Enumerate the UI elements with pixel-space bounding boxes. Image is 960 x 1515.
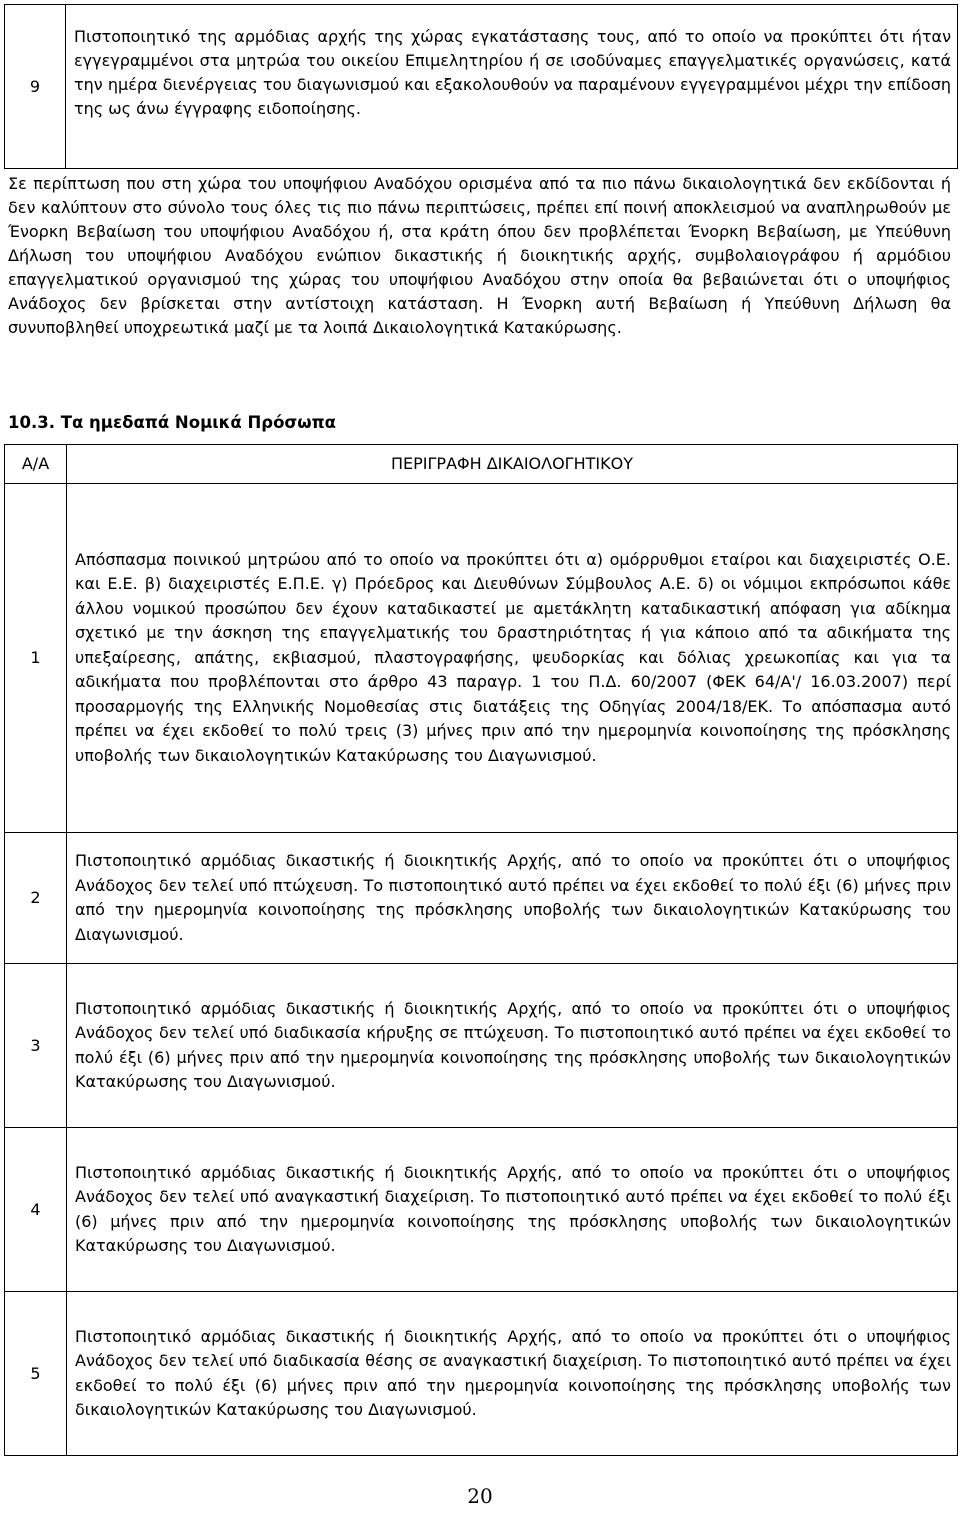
row-number: 3 [5,964,67,1128]
table-row [5,484,958,833]
table-row [5,1128,958,1292]
row-description: Πιστοποιητικό της αρμόδιας αρχής της χώρας εγκατάστασης τους, από το οποίο να προκύπτει ότι ήταν εγγεγραμμένοι στα μητρώα του οικείου Επιμελητηρίου ή σε ισοδύναμες επαγγελματικές οργανώσεις, κατά την ημέρα διενέργειας του διαγωνισμού και εξακολουθούν να παραμένουν εγγεγραμμένοι μέχρι την επίδοση της ως άνω έγγραφης ειδοποίησης. [66,5,958,169]
table-row [5,5,958,169]
column-header-number: Α/Α [5,445,67,484]
body-paragraph: Σε περίπτωση που στη χώρα του υποψήφιου Αναδόχου ορισμένα από τα πιο πάνω δικαιολογητικά δεν εκδίδονται ή δεν καλύπτουν στο σύνολο τους όλες τις πιο πάνω περιπτώσεις, πρέπει επί ποινή αποκλεισμού να αναπληρωθούν με Ένορκη Βεβαίωση του υποψήφιου Αναδόχου ή, στα κράτη όπου δεν προβλέπεται Ένορκη Βεβαίωση, με Υπεύθυνη Δήλωση του υποψήφιου Αναδόχου ενώπιον δικαστικής ή διοικητικής αρχής, συμβολαιογράφου ή αρμόδιου επαγγελματικού οργανισμού της χώρας του υποψήφιου Αναδόχου στην οποία θα βεβαιώνεται ότι ο υποψήφιος Ανάδοχος δεν βρίσκεται στην αντίστοιχη κατάσταση. Η Ένορκη αυτή Βεβαίωση ή Υπεύθυνη Δήλωση θα συνυποβληθεί υποχρεωτικά μαζί με τα λοιπά Δικαιολογητικά Κατακύρωσης. [8,174,951,337]
row-number: 5 [5,1292,67,1456]
row-description: Απόσπασμα ποινικού μητρώου από το οποίο να προκύπτει ότι α) ομόρρυθμοι εταίροι και διαχειριστές Ο.Ε. και Ε.Ε. β) διαχειριστές Ε.Π.Ε. γ) Πρόεδρος και Διευθύνων Σύμβουλος Α.Ε. δ) οι νόμιμοι εκπρόσωποι κάθε άλλου νομικού προσώπου δεν έχουν καταδικαστεί με αμετάκλητη καταδικαστική απόφαση για αδίκημα σχετικό με την άσκηση της επαγγελματικής του δραστηριότητας ή για κάποιο από τα αδικήματα της υπεξαίρεσης, απάτης, εκβιασμού, πλαστογραφήσης, ψευδορκίας και δόλιας χρεωκοπίας και για τα αδικήματα που προβλέπονται στο άρθρο 43 παραγρ. 1 του Π.Δ. 60/2007 (ΦΕΚ 64/Α'/ 16.03.2007) περί προσαρμογής της Ελληνικής Νομοθεσίας στις διατάξεις της Οδηγίας 2004/18/ΕΚ. Το απόσπασμα αυτό πρέπει να έχει εκδοθεί το πολύ τρεις (3) μήνες πριν από την ημερομηνία κοινοποίησης της πρόσκλησης υποβολής των δικαιολογητικών Κατακύρωσης του Διαγωνισμού. [67,484,958,833]
column-header-description: ΠΕΡΙΓΡΑΦΗ ΔΙΚΑΙΟΛΟΓΗΤΙΚΟΥ [67,445,958,484]
table-row [5,1292,958,1456]
row-number: 4 [5,1128,67,1292]
table-row [5,833,958,964]
row-number: 9 [5,5,66,169]
page-number: 20 [467,1484,493,1508]
row-description: Πιστοποιητικό αρμόδιας δικαστικής ή διοικητικής Αρχής, από το οποίο να προκύπτει ότι ο υποψήφιος Ανάδοχος δεν τελεί υπό διαδικασία θέσης σε αναγκαστική διαχείριση. Το πιστοποιητικό αυτό πρέπει να έχει εκδοθεί το πολύ έξι (6) μήνες πριν από την ημερομηνία κοινοποίησης της πρόσκλησης υποβολής των δικαιολογητικών Κατακύρωσης του Διαγωνισμού. [67,1292,958,1456]
required-documents-table [4,444,958,1456]
section-heading: 10.3. Τα ημεδαπά Νομικά Πρόσωπα [8,413,336,432]
table-row [5,964,958,1128]
continued-requirements-table [4,4,958,169]
table-header-row [5,445,958,484]
row-description: Πιστοποιητικό αρμόδιας δικαστικής ή διοικητικής Αρχής, από το οποίο να προκύπτει ότι ο υποψήφιος Ανάδοχος δεν τελεί υπό διαδικασία κήρυξης σε πτώχευση. Το πιστοποιητικό αυτό πρέπει να έχει εκδοθεί το πολύ έξι (6) μήνες πριν από την ημερομηνία κοινοποίησης της πρόσκλησης υποβολής των δικαιολογητικών Κατακύρωσης του Διαγωνισμού. [67,964,958,1128]
row-number: 2 [5,833,67,964]
row-description: Πιστοποιητικό αρμόδιας δικαστικής ή διοικητικής Αρχής, από το οποίο να προκύπτει ότι ο υποψήφιος Ανάδοχος δεν τελεί υπό πτώχευση. Το πιστοποιητικό αυτό πρέπει να έχει εκδοθεί το πολύ έξι (6) μήνες πριν από την ημερομηνία κοινοποίησης της πρόσκλησης υποβολής των δικαιολογητικών Κατακύρωσης του Διαγωνισμού. [67,833,958,964]
row-number: 1 [5,484,67,833]
row-description: Πιστοποιητικό αρμόδιας δικαστικής ή διοικητικής Αρχής, από το οποίο να προκύπτει ότι ο υποψήφιος Ανάδοχος δεν τελεί υπό αναγκαστική διαχείριση. Το πιστοποιητικό αυτό πρέπει να έχει εκδοθεί το πολύ έξι (6) μήνες πριν από την ημερομηνία κοινοποίησης της πρόσκλησης υποβολής των δικαιολογητικών Κατακύρωσης του Διαγωνισμού. [67,1128,958,1292]
